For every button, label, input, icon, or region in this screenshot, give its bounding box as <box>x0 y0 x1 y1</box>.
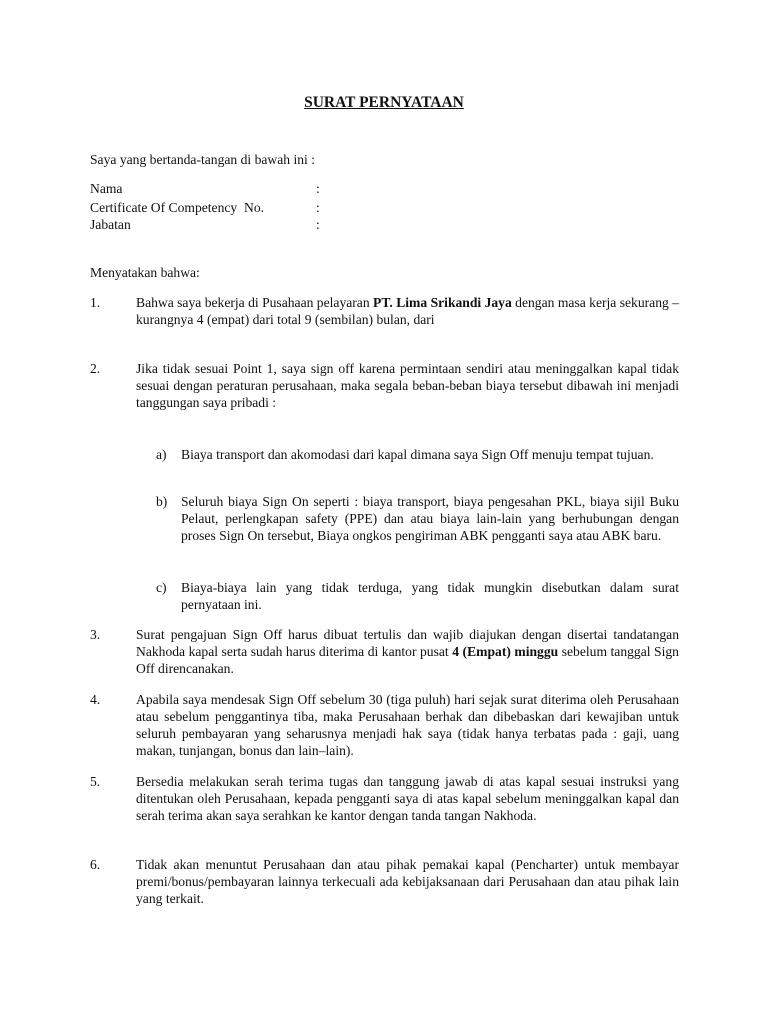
field-label-certificate: Certificate Of Competency No. <box>90 200 265 215</box>
item-number: 6. <box>90 857 101 872</box>
subitem-c-text: Biaya-biaya lain yang tidak terduga, yang tidak mungkin disebutkan dalam surat pernyataan ini. <box>181 580 679 612</box>
item-5-paragraph: Bersedia melakukan serah terima tugas dan tanggung jawab di atas kapal sesuai instruksi yang ditentukan oleh Perusahaan, kepada pengganti saya di atas kapal sebelum meninggalkan kapal dan serah terima akan saya serahkan ke kantor dengan tanda tangan Nakhoda. <box>136 774 679 823</box>
field-colon: : <box>316 181 320 196</box>
item-1-paragraph: Bahwa saya bekerja di Pusahaan pelayaran PT. Lima Srikandi Jaya dengan masa kerja sekurang – kurangnya 4 (empat) dari total 9 (sembilan) bulan, dari <box>136 295 679 327</box>
company-name: PT. Lima Srikandi Jaya <box>373 295 512 310</box>
subitem-letter: a) <box>156 447 167 462</box>
item-number: 2. <box>90 361 101 376</box>
deadline-emphasis: 4 (Empat) minggu <box>452 644 559 659</box>
subitem-letter: b) <box>156 494 168 509</box>
item-6-paragraph: Tidak akan menuntut Perusahaan dan atau pihak pemakai kapal (Pencharter) untuk membayar premi/bonus/pembayaran lainnya terkecuali ada kebijaksanaan dari Perusahaan dan atau pihak lain yang terkait. <box>136 857 679 906</box>
document-title: SURAT PERNYATAAN <box>304 94 464 111</box>
item-number: 1. <box>90 295 101 310</box>
field-label-jabatan: Jabatan <box>90 217 131 232</box>
item-2-paragraph: Jika tidak sesuai Point 1, saya sign off karena permintaan sendiri atau meninggalkan kapal tidak sesuai dengan peraturan perusahaan, maka segala beban-beban biaya tersebut dibawah ini menjadi tanggungan saya pribadi : <box>136 361 679 410</box>
field-label-nama: Nama <box>90 181 123 196</box>
item-3-paragraph: Surat pengajuan Sign Off harus dibuat tertulis dan wajib diajukan dengan disertai tandatangan Nakhoda kapal serta sudah harus diterima di kantor pusat 4 (Empat) minggu sebelum tanggal Sign Off direncanakan. <box>136 627 679 676</box>
item-number: 5. <box>90 774 101 789</box>
field-colon: : <box>316 200 320 215</box>
item-4-paragraph: Apabila saya mendesak Sign Off sebelum 30 (tiga puluh) hari sejak surat diterima oleh Perusahaan atau sebelum penggantinya tiba, maka Perusahaan berhak dan dibebaskan dari kewajiban untuk seluruh pembayaran yang seharusnya menjadi hak saya (tidak hanya terbatas pada : gaji, uang makan, tunjangan, bonus dan lain–lain). <box>136 692 679 758</box>
field-colon: : <box>316 217 320 232</box>
subitem-letter: c) <box>156 580 167 595</box>
intro-text: Saya yang bertanda-tangan di bawah ini : <box>90 152 315 167</box>
item-number: 3. <box>90 627 101 642</box>
item-number: 4. <box>90 692 101 707</box>
subitem-b-text: Seluruh biaya Sign On seperti : biaya transport, biaya pengesahan PKL, biaya sijil Buku Pelaut, perlengkapan safety (PPE) dan atau biaya lain-lain yang berhubungan dengan proses Sign On tersebut, Biaya ongkos pengiriman ABK pengganti saya atau ABK baru. <box>181 494 679 543</box>
declaration-text: Menyatakan bahwa: <box>90 265 200 280</box>
subitem-a-text: Biaya transport dan akomodasi dari kapal dimana saya Sign Off menuju tempat tujuan. <box>181 447 654 462</box>
